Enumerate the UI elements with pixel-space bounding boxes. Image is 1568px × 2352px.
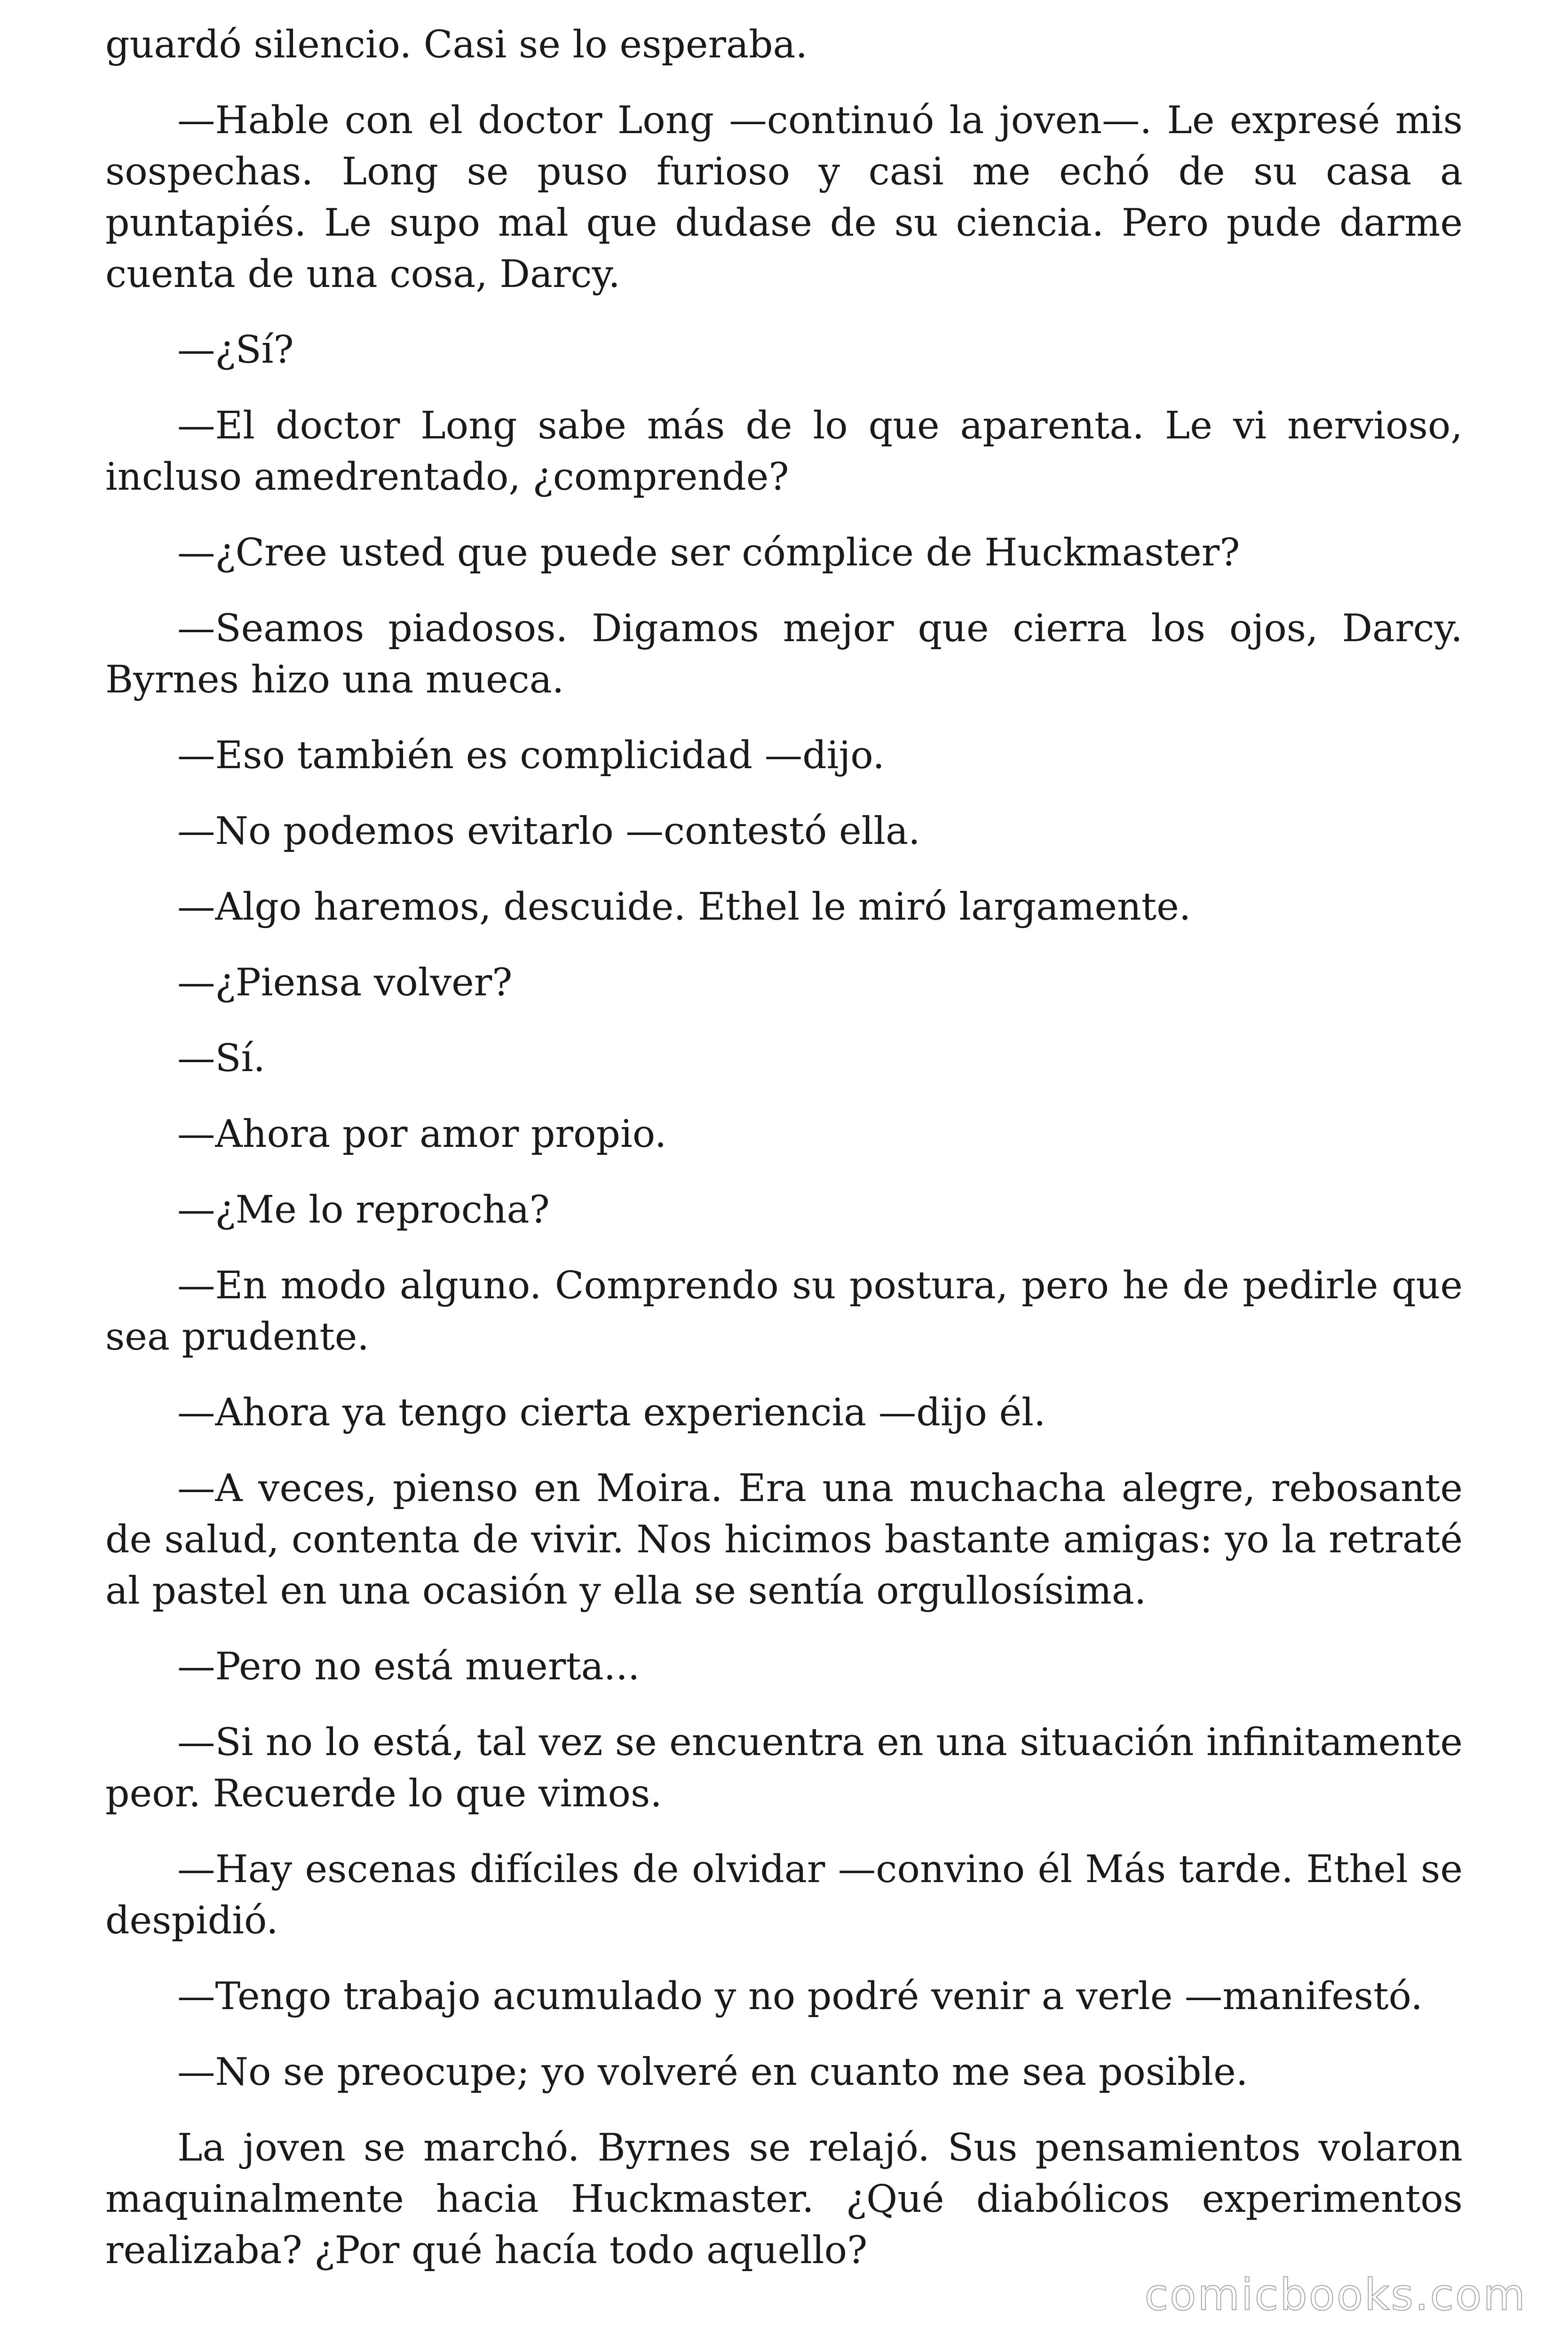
paragraph: —Si no lo está, tal vez se encuentra en una situación infinitamente peor. Recuerde lo que vimos.	[105, 1720, 1463, 1815]
paragraph: —Ahora ya tengo cierta experiencia —dijo él.	[177, 1390, 1046, 1434]
paragraph: —¿Sí?	[177, 327, 294, 372]
paragraph: —Algo haremos, descuide. Ethel le miró largamente.	[177, 884, 1191, 929]
paragraph: —No se preocupe; yo volveré en cuanto me sea posible.	[177, 2050, 1248, 2094]
paragraph: guardó silencio. Casi se lo esperaba.	[105, 22, 808, 66]
paragraph: La joven se marchó. Byrnes se relajó. Sus pensamientos volaron maquinalmente hacia Huckmaster. ¿Qué diabólicos experimentos realizaba? ¿Por qué hacía todo aquello?	[105, 2125, 1463, 2272]
book-page-text	[105, 19, 1463, 2276]
paragraph: —No podemos evitarlo —contestó ella.	[177, 809, 920, 853]
site-watermark: comicbooks.com	[1144, 2270, 1527, 2320]
paragraph: —Seamos piadosos. Digamos mejor que cierra los ojos, Darcy. Byrnes hizo una mueca.	[105, 606, 1463, 701]
paragraph: —Sí.	[177, 1036, 265, 1080]
paragraph: —Tengo trabajo acumulado y no podré venir a verle —manifestó.	[177, 1974, 1423, 2018]
paragraph: —Hay escenas difíciles de olvidar —convino él Más tarde. Ethel se despidió.	[105, 1847, 1463, 1942]
paragraph: —Ahora por amor propio.	[177, 1112, 667, 1156]
paragraph: —Eso también es complicidad —dijo.	[177, 733, 885, 777]
paragraph: —En modo alguno. Comprendo su postura, pero he de pedirle que sea prudente.	[105, 1263, 1463, 1359]
paragraph: —¿Cree usted que puede ser cómplice de Huckmaster?	[177, 530, 1240, 574]
paragraph: —Hable con el doctor Long —continuó la joven—. Le expresé mis sospechas. Long se puso furioso y casi me echó de su casa a puntapiés. Le supo mal que dudase de su ciencia. Pero pude darme cuenta de una cosa, Darcy.	[105, 98, 1463, 296]
paragraph: —¿Piensa volver?	[177, 960, 513, 1004]
paragraph: —El doctor Long sabe más de lo que aparenta. Le vi nervioso, incluso amedrentado, ¿comprende?	[105, 403, 1463, 499]
paragraph: —Pero no está muerta...	[177, 1644, 640, 1688]
paragraph: —¿Me lo reprocha?	[177, 1187, 550, 1232]
paragraph: —A veces, pienso en Moira. Era una muchacha alegre, rebosante de salud, contenta de vivir. Nos hicimos bastante amigas: yo la retraté al pastel en una ocasión y ella se sentía orgullosísima.	[105, 1466, 1463, 1613]
